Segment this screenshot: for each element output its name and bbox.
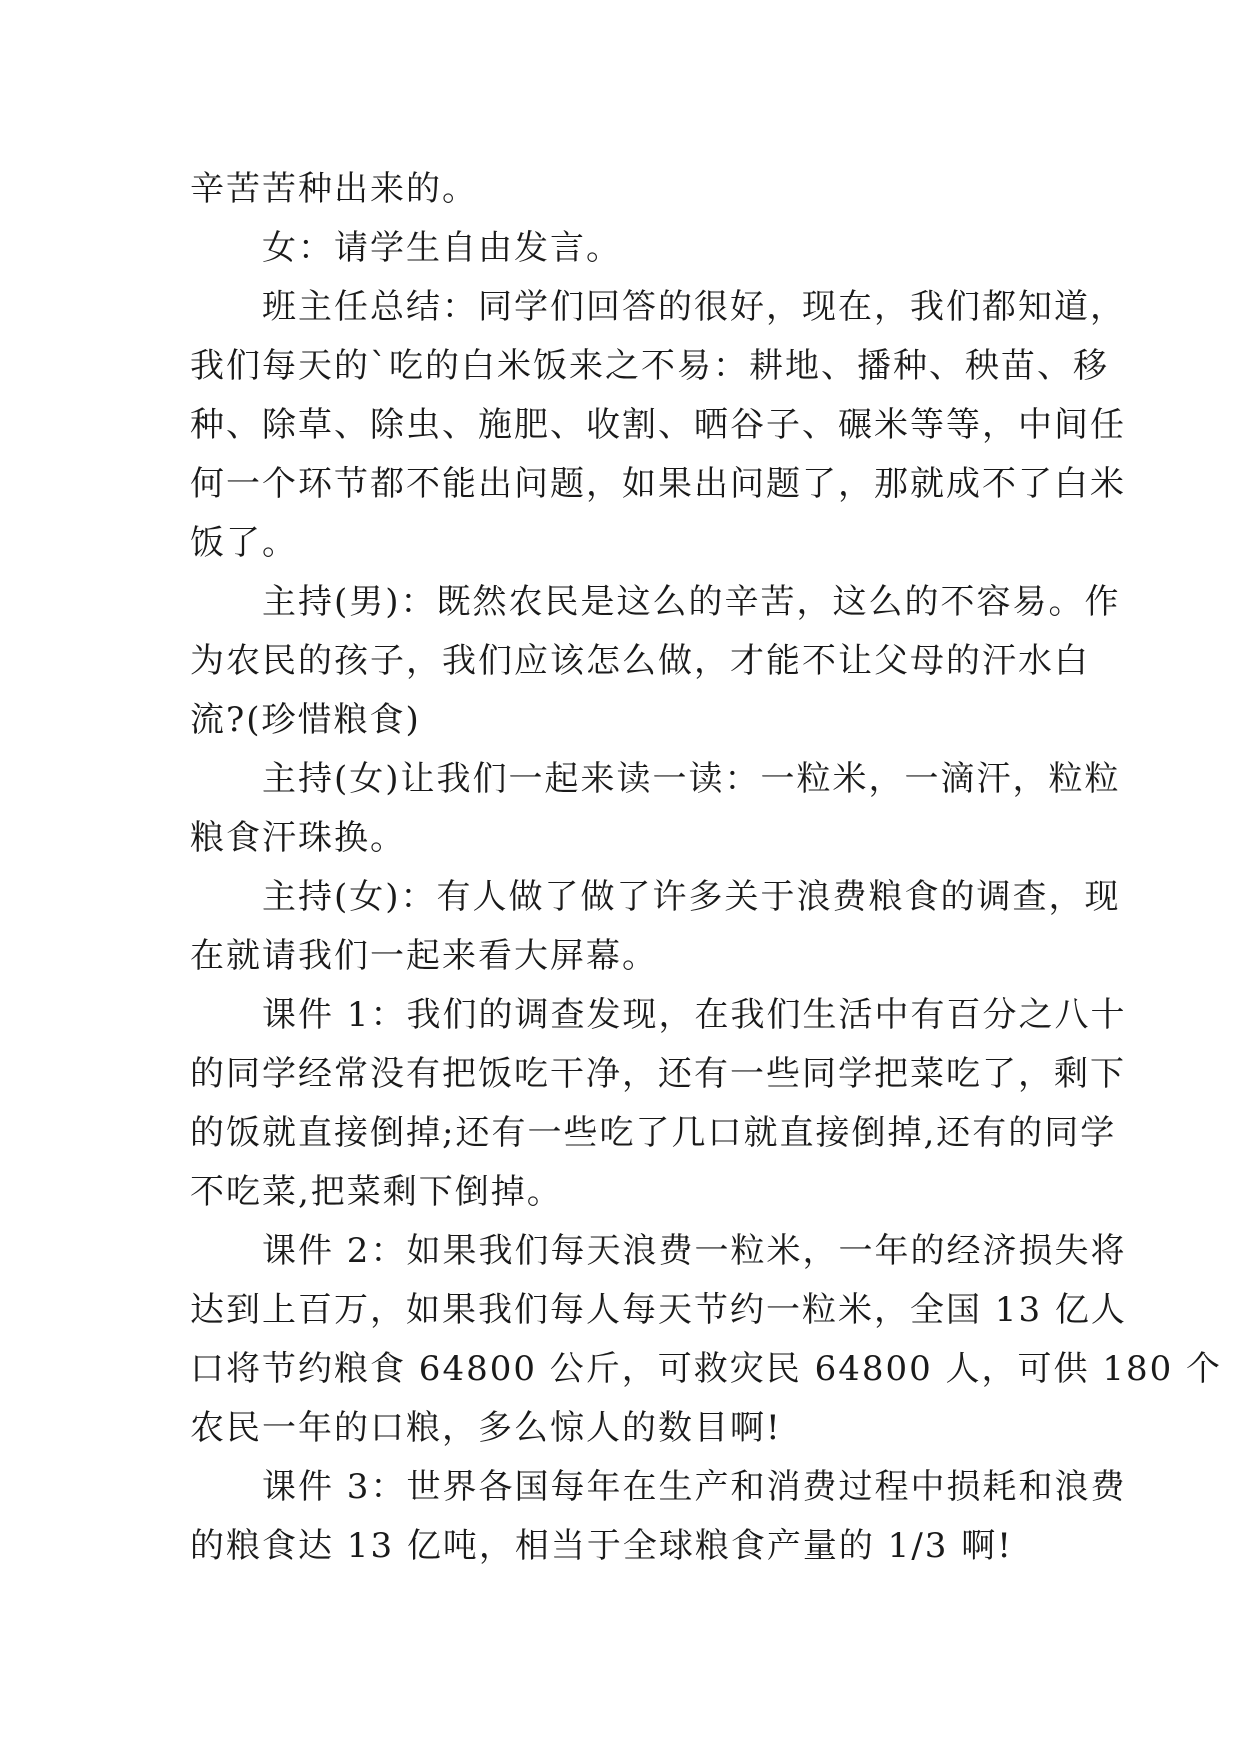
paragraph-7 (190, 986, 1127, 1222)
paragraph-6 (190, 868, 1121, 986)
paragraph-2 (190, 219, 1057, 278)
text-line: 不吃菜,把菜剩下倒掉。 (190, 1172, 563, 1212)
text-line: 课件 2：如果我们每天浪费一粒米，一年的经济损失将 (262, 1231, 1127, 1271)
text-line: 的饭就直接倒掉;还有一些吃了几口就直接倒掉,还有的同学 (190, 1113, 1117, 1153)
paragraph-9 (190, 1458, 1127, 1576)
document-body (190, 160, 1223, 1576)
text-line: 的同学经常没有把饭吃干净，还有一些同学把菜吃了，剩下 (190, 1054, 1126, 1094)
paragraph-4 (190, 573, 1121, 750)
paragraph-3 (190, 278, 1126, 573)
text-line: 口将节约粮食 64800 公斤，可救灾民 64800 人，可供 180 个 (190, 1349, 1223, 1389)
paragraph-5 (190, 750, 1121, 868)
paragraph-8 (190, 1222, 1223, 1458)
text-line: 女：请学生自由发言。 (262, 228, 622, 268)
text-line: 的粮食达 13 亿吨，相当于全球粮食产量的 1/3 啊! (190, 1526, 1013, 1566)
text-line: 主持(女)：有人做了做了许多关于浪费粮食的调查，现 (262, 877, 1121, 917)
text-line: 饭了。 (190, 523, 298, 563)
text-line: 种、除草、除虫、施肥、收割、晒谷子、碾米等等，中间任 (190, 405, 1126, 445)
text-line: 班主任总结：同学们回答的很好，现在，我们都知道， (262, 287, 1126, 327)
text-line: 为农民的孩子，我们应该怎么做，才能不让父母的汗水白 (190, 641, 1090, 681)
text-line: 达到上百万，如果我们每人每天节约一粒米，全国 13 亿人 (190, 1290, 1127, 1330)
text-line: 流?(珍惜粮食) (190, 700, 421, 740)
text-line: 粮食汗珠换。 (190, 818, 406, 858)
paragraph-1 (190, 160, 1057, 219)
text-line: 课件 3：世界各国每年在生产和消费过程中损耗和浪费 (262, 1467, 1127, 1507)
text-line: 我们每天的`吃的白米饭来之不易：耕地、播种、秧苗、移 (190, 346, 1109, 386)
text-line: 辛苦苦种出来的。 (190, 169, 478, 209)
text-line: 主持(男)：既然农民是这么的辛苦，这么的不容易。作 (262, 582, 1121, 622)
text-line: 主持(女)让我们一起来读一读：一粒米，一滴汗，粒粒 (262, 759, 1121, 799)
text-line: 何一个环节都不能出问题，如果出问题了，那就成不了白米 (190, 464, 1126, 504)
text-line: 课件 1：我们的调查发现，在我们生活中有百分之八十 (262, 995, 1127, 1035)
text-line: 农民一年的口粮，多么惊人的数目啊! (190, 1408, 782, 1448)
text-line: 在就请我们一起来看大屏幕。 (190, 936, 658, 976)
